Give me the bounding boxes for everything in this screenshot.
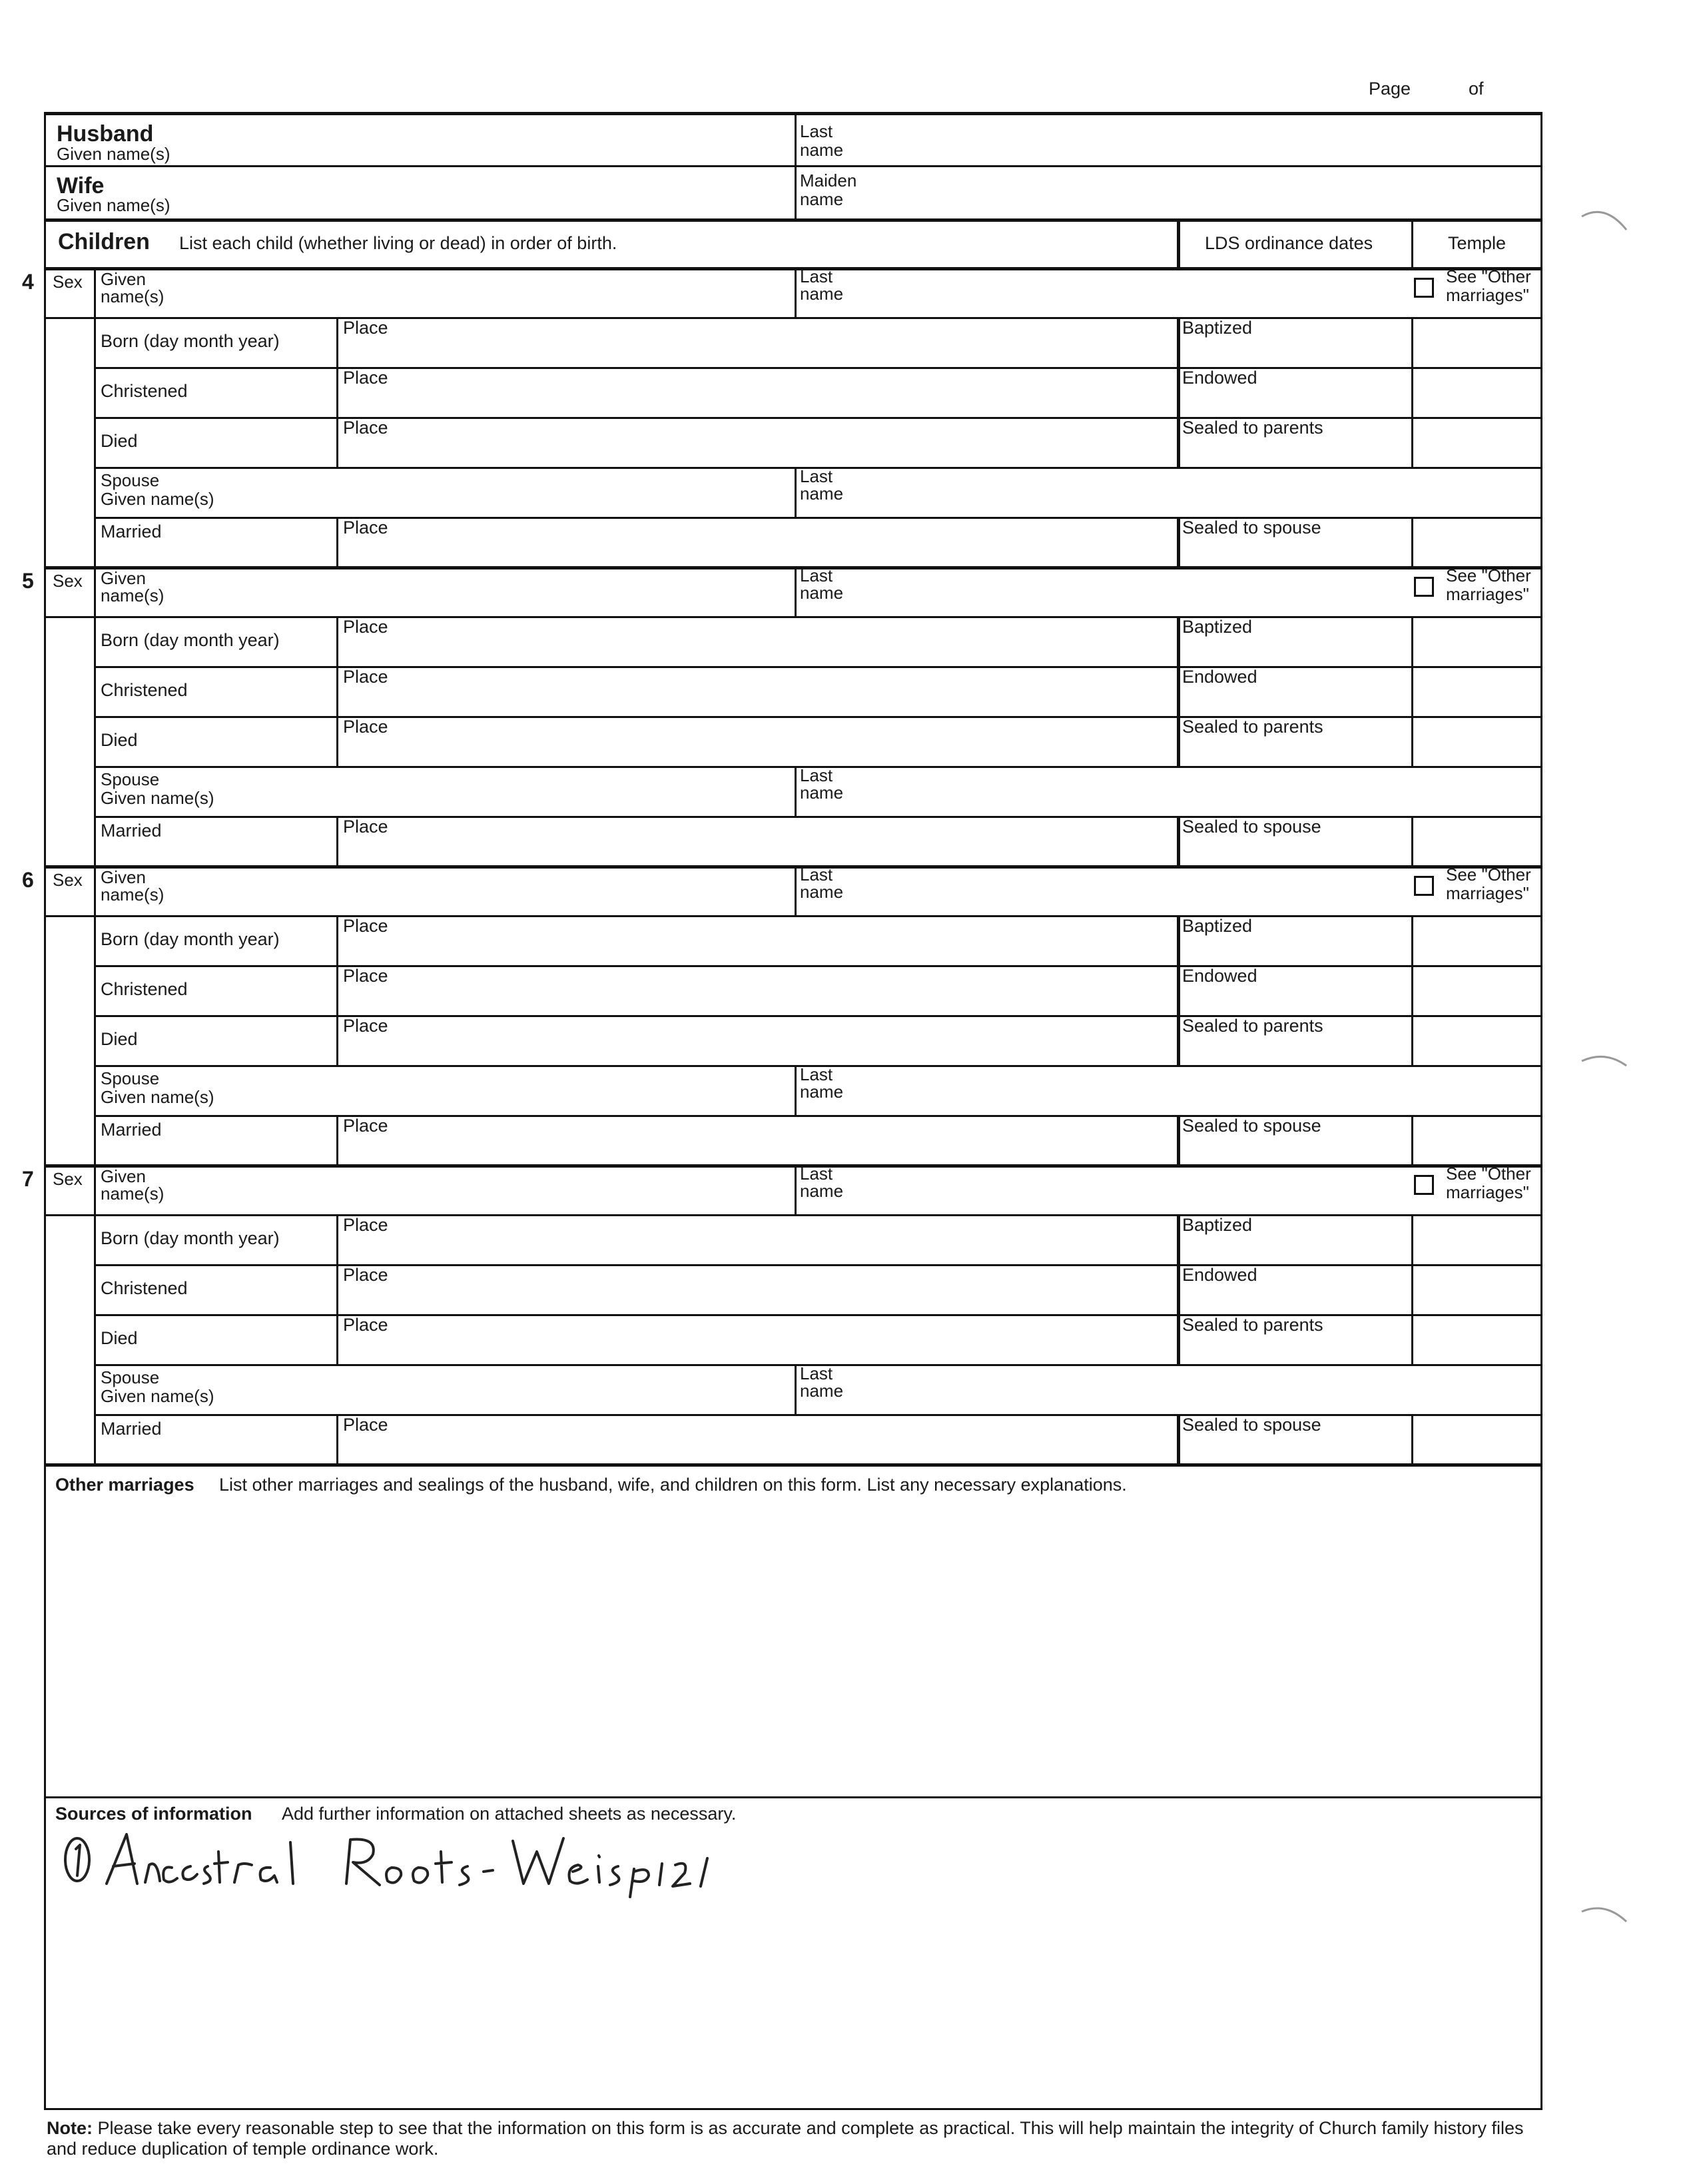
punch-hole	[1578, 1042, 1632, 1082]
spouse-label: Spouse	[101, 769, 160, 789]
baptized-temple-field[interactable]	[1415, 320, 1542, 364]
sealed-spouse-date-field[interactable]	[1182, 1435, 1409, 1462]
see-other-marriages-label-2: marriages"	[1446, 584, 1529, 604]
place-label: Place	[343, 368, 388, 388]
child-number: 5	[22, 569, 34, 593]
spouse-given-label: Given name(s)	[101, 1087, 214, 1107]
born-label: Born (day month year)	[101, 929, 280, 949]
endowed-temple-field[interactable]	[1415, 1267, 1542, 1311]
christened-label: Christened	[101, 381, 188, 401]
christened-label: Christened	[101, 979, 188, 999]
spouse-given-label: Given name(s)	[101, 788, 214, 808]
endowed-date-field[interactable]	[1182, 388, 1409, 415]
endowed-temple-field[interactable]	[1415, 968, 1542, 1012]
see-other-marriages-checkbox[interactable]	[1414, 577, 1434, 597]
husband-last-label: Last	[800, 121, 833, 141]
baptized-date-field[interactable]	[1182, 338, 1409, 365]
christened-label: Christened	[101, 680, 188, 700]
note	[47, 2118, 1538, 2159]
sources-instruction: Add further information on attached sheets as necessary.	[282, 1804, 737, 1824]
spouse-label: Spouse	[101, 1367, 160, 1387]
born-place-field[interactable]	[342, 1236, 1173, 1262]
husband-last-name-field[interactable]	[799, 118, 1538, 163]
sealed-parents-label: Sealed to parents	[1182, 1016, 1323, 1036]
wife-maiden-label-2: name	[800, 189, 844, 209]
sex-field[interactable]	[46, 1164, 94, 1214]
see-other-marriages-label: See "Other	[1446, 865, 1531, 885]
place-label: Place	[343, 1415, 388, 1435]
married-place-field[interactable]	[342, 538, 1173, 565]
endowed-temple-field[interactable]	[1415, 669, 1542, 713]
see-other-marriages-checkbox[interactable]	[1414, 876, 1434, 896]
born-date-field[interactable]	[99, 918, 332, 962]
sources-title: Sources of information	[55, 1804, 252, 1824]
last-label-2: name	[800, 284, 844, 304]
married-label: Married	[101, 821, 162, 841]
place-label: Place	[343, 916, 388, 936]
place-label: Place	[343, 418, 388, 438]
sealed-parents-temple-field[interactable]	[1415, 719, 1542, 763]
married-place-field[interactable]	[342, 837, 1173, 864]
child-last-name-field[interactable]	[799, 868, 1451, 912]
baptized-date-field[interactable]	[1182, 1236, 1409, 1262]
born-place-field[interactable]	[342, 338, 1173, 365]
child-number: 4	[22, 270, 34, 294]
christened-date-field[interactable]	[99, 370, 332, 414]
see-other-marriages-label-2: marriages"	[1446, 285, 1529, 305]
child-given-name-field[interactable]	[99, 1167, 792, 1211]
spouse-last-name-field[interactable]	[799, 1068, 1451, 1112]
baptized-date-field[interactable]	[1182, 637, 1409, 664]
sealed-parents-temple-field[interactable]	[1415, 420, 1542, 464]
died-place-field[interactable]	[342, 1335, 1173, 1362]
baptized-temple-field[interactable]	[1415, 1217, 1542, 1261]
other-marriages-instruction: List other marriages and sealings of the husband, wife, and children on this form. List any necessary explanations.	[219, 1475, 1127, 1495]
died-date-field[interactable]	[99, 1018, 332, 1062]
endowed-label: Endowed	[1182, 667, 1257, 687]
child-last-name-field[interactable]	[799, 270, 1451, 314]
place-label: Place	[343, 1116, 388, 1136]
sealed-spouse-label: Sealed to spouse	[1182, 1415, 1321, 1435]
married-label: Married	[101, 1120, 162, 1140]
christened-date-field[interactable]	[99, 669, 332, 713]
last-label-2: name	[800, 1181, 844, 1201]
sealed-parents-temple-field[interactable]	[1415, 1317, 1542, 1361]
husband-last-label-2: name	[800, 140, 844, 160]
last-label-2: name	[800, 882, 844, 902]
endowed-temple-field[interactable]	[1415, 370, 1542, 414]
christened-place-field[interactable]	[342, 986, 1173, 1013]
spouse-given-name-field[interactable]	[99, 1068, 792, 1112]
temple-label: Temple	[1448, 233, 1507, 253]
page-label: Page	[1369, 79, 1411, 99]
christened-place-field[interactable]	[342, 388, 1173, 415]
lds-ordinance-dates-label: LDS ordinance dates	[1205, 233, 1373, 253]
husband-given-label: Given name(s)	[57, 144, 170, 164]
sealed-parents-label: Sealed to parents	[1182, 717, 1323, 737]
died-date-field[interactable]	[99, 420, 332, 464]
see-other-marriages-label: See "Other	[1446, 1164, 1531, 1184]
sex-field[interactable]	[46, 267, 94, 317]
see-other-marriages-label-2: marriages"	[1446, 883, 1529, 903]
sealed-parents-temple-field[interactable]	[1415, 1018, 1542, 1062]
child-given-name-field[interactable]	[99, 569, 792, 613]
spouse-label: Spouse	[101, 1068, 160, 1088]
spouse-last-name-field[interactable]	[799, 769, 1451, 813]
given-label-2: name(s)	[101, 1184, 165, 1204]
born-place-field[interactable]	[342, 936, 1173, 963]
married-place-field[interactable]	[342, 1136, 1173, 1163]
sealed-spouse-label: Sealed to spouse	[1182, 1116, 1321, 1136]
child-given-name-field[interactable]	[99, 270, 792, 314]
sealed-spouse-label: Sealed to spouse	[1182, 518, 1321, 538]
sealed-spouse-date-field[interactable]	[1182, 538, 1409, 565]
died-date-field[interactable]	[99, 719, 332, 763]
endowed-date-field[interactable]	[1182, 687, 1409, 714]
place-label: Place	[343, 318, 388, 338]
endowed-label: Endowed	[1182, 966, 1257, 986]
given-label-2: name(s)	[101, 885, 165, 905]
wife-title: Wife	[57, 173, 105, 198]
spouse-label: Spouse	[101, 470, 160, 490]
spouse-given-name-field[interactable]	[99, 470, 792, 514]
husband-title: Husband	[57, 121, 154, 147]
sealed-spouse-label: Sealed to spouse	[1182, 817, 1321, 837]
born-date-field[interactable]	[99, 619, 332, 663]
born-label: Born (day month year)	[101, 331, 280, 351]
married-date-field[interactable]	[99, 520, 332, 563]
sealed-spouse-date-field[interactable]	[1182, 837, 1409, 864]
sealed-parents-date-field[interactable]	[1182, 1036, 1409, 1063]
place-label: Place	[343, 667, 388, 687]
given-label-2: name(s)	[101, 585, 165, 605]
died-label: Died	[101, 431, 138, 451]
born-place-field[interactable]	[342, 637, 1173, 664]
sex-label: Sex	[53, 272, 83, 292]
last-label: Last	[800, 865, 833, 885]
died-label: Died	[101, 1029, 138, 1049]
sex-field[interactable]	[46, 566, 94, 616]
other-marriages-textarea[interactable]	[53, 1501, 1538, 1794]
sex-label: Sex	[53, 1169, 83, 1189]
given-label: Given	[101, 269, 146, 289]
spouse-last-label: Last	[800, 466, 833, 486]
spouse-last-label-2: name	[800, 1381, 844, 1401]
family-group-record-form	[22, 112, 1542, 2110]
born-date-field[interactable]	[99, 1217, 332, 1261]
husband-given-name-field[interactable]	[53, 118, 792, 163]
place-label: Place	[343, 1315, 388, 1335]
died-place-field[interactable]	[342, 1036, 1173, 1063]
baptized-temple-field[interactable]	[1415, 918, 1542, 962]
sex-label: Sex	[53, 571, 83, 591]
married-label: Married	[101, 522, 162, 542]
last-label: Last	[800, 1164, 833, 1184]
baptized-label: Baptized	[1182, 318, 1253, 338]
last-label-2: name	[800, 583, 844, 603]
married-date-field[interactable]	[99, 819, 332, 863]
see-other-marriages-checkbox[interactable]	[1414, 278, 1434, 298]
child-last-name-field[interactable]	[799, 569, 1451, 613]
married-place-field[interactable]	[342, 1435, 1173, 1462]
endowed-label: Endowed	[1182, 368, 1257, 388]
child-number: 6	[22, 868, 34, 892]
given-label: Given	[101, 867, 146, 887]
spouse-last-label: Last	[800, 1064, 833, 1084]
wife-maiden-name-field[interactable]	[799, 169, 1538, 215]
died-place-field[interactable]	[342, 737, 1173, 764]
born-label: Born (day month year)	[101, 1228, 280, 1248]
see-other-marriages-checkbox[interactable]	[1414, 1175, 1434, 1195]
christened-date-field[interactable]	[99, 1267, 332, 1311]
spouse-last-label-2: name	[800, 783, 844, 803]
christened-date-field[interactable]	[99, 968, 332, 1012]
last-label: Last	[800, 565, 833, 585]
children-instruction: List each child (whether living or dead) in order of birth.	[179, 233, 617, 253]
see-other-marriages-label: See "Other	[1446, 565, 1531, 585]
place-label: Place	[343, 717, 388, 737]
punch-hole	[1578, 1895, 1632, 1948]
place-label: Place	[343, 817, 388, 837]
children-title: Children	[58, 229, 150, 254]
punch-hole	[1578, 200, 1632, 253]
christened-place-field[interactable]	[342, 1285, 1173, 1312]
see-other-marriages-label: See "Other	[1446, 266, 1531, 286]
sealed-spouse-date-field[interactable]	[1182, 1136, 1409, 1163]
see-other-marriages-label-2: marriages"	[1446, 1182, 1529, 1202]
born-date-field[interactable]	[99, 320, 332, 364]
spouse-given-name-field[interactable]	[99, 1367, 792, 1411]
spouse-given-label: Given name(s)	[101, 1386, 214, 1406]
given-label: Given	[101, 568, 146, 588]
baptized-label: Baptized	[1182, 617, 1253, 637]
child-last-name-field[interactable]	[799, 1167, 1451, 1211]
died-date-field[interactable]	[99, 1317, 332, 1361]
sex-label: Sex	[53, 870, 83, 890]
last-label: Last	[800, 266, 833, 286]
sealed-spouse-temple-field[interactable]	[1415, 1417, 1542, 1461]
sealed-parents-label: Sealed to parents	[1182, 418, 1323, 438]
spouse-last-label: Last	[800, 765, 833, 785]
handwritten-source-entry	[60, 1825, 726, 1898]
died-place-field[interactable]	[342, 438, 1173, 465]
place-label: Place	[343, 617, 388, 637]
baptized-temple-field[interactable]	[1415, 619, 1542, 663]
died-label: Died	[101, 730, 138, 750]
sex-field[interactable]	[46, 865, 94, 915]
christened-place-field[interactable]	[342, 687, 1173, 714]
spouse-last-name-field[interactable]	[799, 1367, 1451, 1411]
place-label: Place	[343, 1215, 388, 1235]
endowed-date-field[interactable]	[1182, 986, 1409, 1013]
sealed-parents-date-field[interactable]	[1182, 438, 1409, 465]
page-of-label: of	[1469, 79, 1484, 99]
christened-label: Christened	[101, 1278, 188, 1298]
child-given-name-field[interactable]	[99, 868, 792, 912]
sealed-spouse-temple-field[interactable]	[1415, 520, 1542, 563]
spouse-last-name-field[interactable]	[799, 470, 1451, 514]
baptized-label: Baptized	[1182, 1215, 1253, 1235]
note-title: Note:	[47, 2118, 93, 2138]
spouse-given-label: Given name(s)	[101, 489, 214, 509]
wife-given-name-field[interactable]	[53, 169, 792, 215]
spouse-given-name-field[interactable]	[99, 769, 792, 813]
given-label-2: name(s)	[101, 286, 165, 306]
born-label: Born (day month year)	[101, 630, 280, 650]
given-label: Given	[101, 1166, 146, 1186]
endowed-label: Endowed	[1182, 1265, 1257, 1285]
wife-given-label: Given name(s)	[57, 195, 170, 215]
wife-maiden-label: Maiden	[800, 171, 857, 190]
other-marriages-title: Other marriages	[55, 1475, 194, 1495]
sealed-spouse-temple-field[interactable]	[1415, 819, 1542, 863]
sealed-spouse-temple-field[interactable]	[1415, 1118, 1542, 1162]
married-label: Married	[101, 1419, 162, 1439]
spouse-last-label-2: name	[800, 484, 844, 504]
died-label: Died	[101, 1328, 138, 1348]
baptized-label: Baptized	[1182, 916, 1253, 936]
note-text: Please take every reasonable step to see that the information on this form is as accurate and complete as practical. This will help maintain the integrity of Church family history files and reduce duplication of temple ordinance work.	[47, 2118, 1524, 2159]
place-label: Place	[343, 518, 388, 538]
baptized-date-field[interactable]	[1182, 936, 1409, 963]
place-label: Place	[343, 1016, 388, 1036]
spouse-last-label: Last	[800, 1363, 833, 1383]
married-date-field[interactable]	[99, 1118, 332, 1162]
place-label: Place	[343, 966, 388, 986]
child-number: 7	[22, 1167, 34, 1191]
place-label: Place	[343, 1265, 388, 1285]
sealed-parents-label: Sealed to parents	[1182, 1315, 1323, 1335]
sealed-parents-date-field[interactable]	[1182, 737, 1409, 764]
endowed-date-field[interactable]	[1182, 1285, 1409, 1312]
married-date-field[interactable]	[99, 1417, 332, 1461]
sealed-parents-date-field[interactable]	[1182, 1335, 1409, 1362]
spouse-last-label-2: name	[800, 1082, 844, 1102]
